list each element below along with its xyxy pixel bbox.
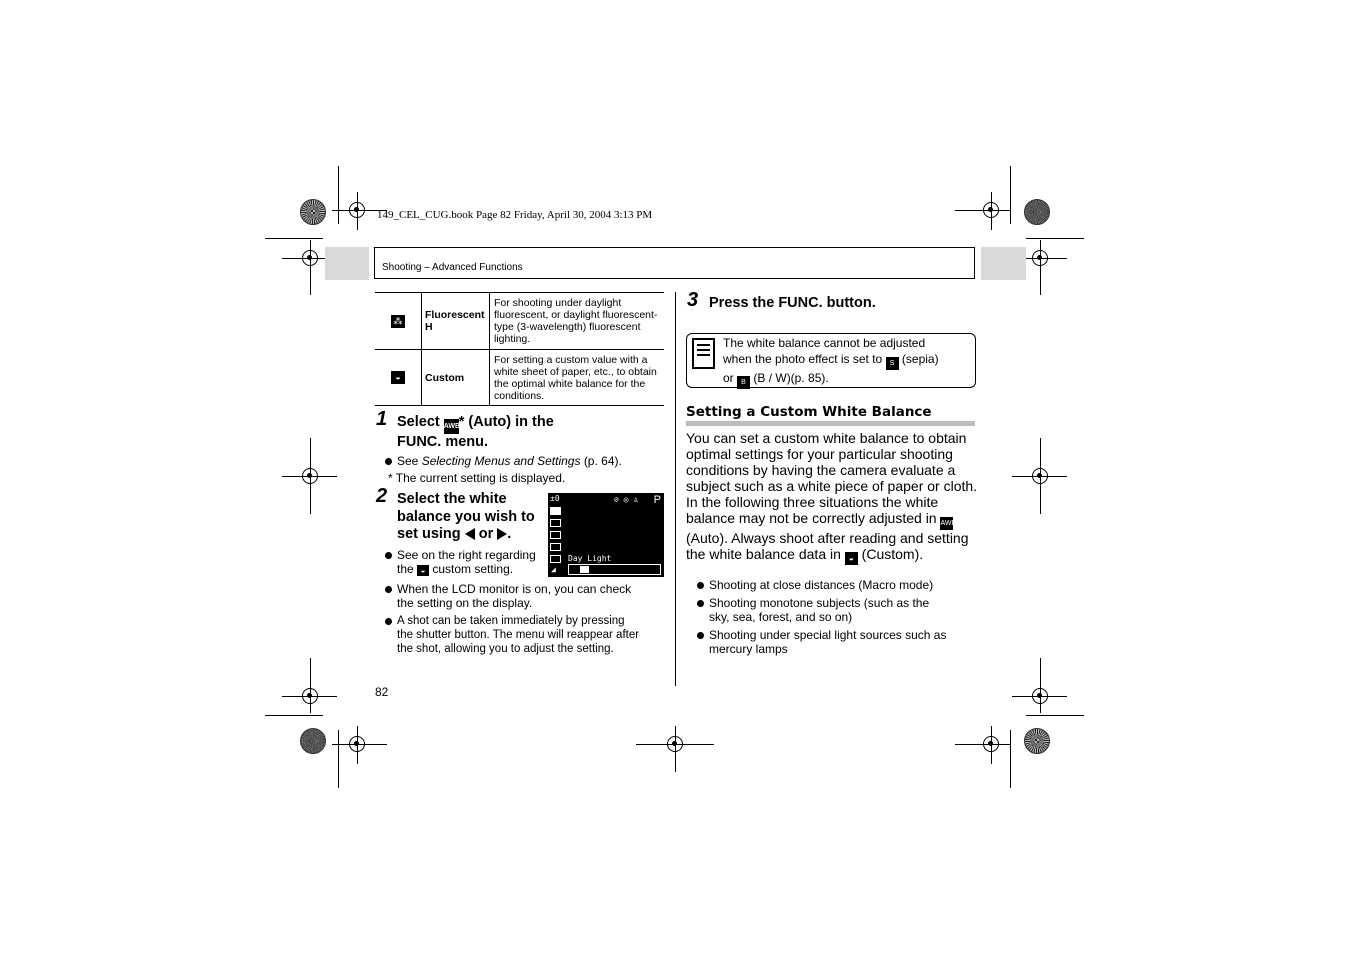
section-title: Setting a Custom White Balance [686,404,932,420]
menu-effect-icon [550,543,561,551]
section-bullet: Shooting at close distances (Macro mode) [709,578,933,592]
bullet-icon [385,618,392,625]
bullet-icon [697,632,704,639]
step-2-bullet: A shot can be taken immediately by pressing the shutter button. The menu will reappear after the shot, allowing you to adjust the setting. [397,614,639,656]
right-page-tab [981,247,1026,280]
header-section-title: Shooting – Advanced Functions [382,262,523,273]
step-2-title: Select the white balance you wish to set using or . [397,491,535,542]
wb-mode-desc: For setting a custom value with a white sheet of paper, etc., to obtain the optimal white balance for the conditions. [490,350,665,406]
wb-mode-desc: For shooting under daylight fluorescent, or daylight fluorescent-type (3-wavelength) fluorescent lighting. [490,293,665,350]
ev-readout: ±0 [550,494,560,503]
wb-options-strip [568,564,661,575]
section-bullet: Shooting monotone subjects (such as the sky, sea, forest, and so on) [709,596,929,624]
auto-wb-icon: AWB [444,419,459,434]
bullet-icon [697,600,704,607]
left-arrow-icon [465,528,475,540]
note-text: The white balance cannot be adjusted when the photo effect is set to S (sepia) or B (B / W)(p. 85). [723,335,968,389]
menu-size-icon [550,555,561,563]
section-paragraph: You can set a custom white balance to obtain optimal settings for your particular shooting conditions by having the camera evaluate a subject such as a white piece of paper or cloth. In the following three situations the white balance may not be correctly adjusted in AWB (Auto). Always shoot after reading and setting the white balance data in ◒ (Custom). [686,430,978,563]
table-row [375,350,664,406]
bullet-icon [697,582,704,589]
wb-mode-name: Fluorescent H [422,293,490,350]
step-3-number: 3 [687,289,699,311]
custom-wb-icon: ◒ [417,565,429,576]
bullet-icon [385,458,392,465]
menu-wb-selected-icon [550,507,561,515]
bullet-icon [385,552,392,559]
step-1-number: 1 [376,408,388,430]
column-divider [675,292,676,686]
step-3-title: Press the FUNC. button. [709,295,876,311]
custom-wb-icon: ◒ [391,371,405,384]
flash-off-icon: ⊘ ◎ ♙ [614,495,639,504]
step-1-bullet: See Selecting Menus and Settings (p. 64). [397,454,622,468]
sepia-effect-icon: S [886,357,899,370]
step-1-title: Select AWB* (Auto) in the FUNC. menu. [397,414,554,450]
page-number: 82 [375,685,389,699]
battery-icon: ◢ [551,565,556,574]
menu-iso-icon [550,531,561,539]
section-rule [686,421,975,426]
step-2-number: 2 [376,485,388,507]
custom-wb-icon: ◒ [845,552,858,565]
shooting-mode-indicator: P [653,494,661,506]
menu-drive-icon [550,519,561,527]
file-info: 149_CEL_CUG.book Page 82 Friday, April 30, 2004 3:13 PM [377,209,653,221]
step-2-bullet: See on the right regarding the ◒ custom setting. [397,548,536,576]
note-icon [692,338,715,369]
fluorescent-h-icon: ⁂ [391,315,405,328]
auto-wb-icon: AWB [940,517,953,530]
left-page-tab [325,247,369,280]
wb-setting-label: Day Light [568,554,612,563]
bullet-icon [385,586,392,593]
white-balance-table [375,292,664,406]
lcd-screen-illustration [548,493,664,577]
right-arrow-icon [497,528,507,540]
bw-effect-icon: B [737,376,750,389]
table-row [375,293,664,350]
wb-option-selected [580,566,589,573]
step-2-bullet: When the LCD monitor is on, you can check the setting on the display. [397,582,631,610]
section-bullet: Shooting under special light sources such as mercury lamps [709,628,946,656]
step-1-footnote: * The current setting is displayed. [388,471,566,485]
wb-mode-name: Custom [422,350,490,406]
